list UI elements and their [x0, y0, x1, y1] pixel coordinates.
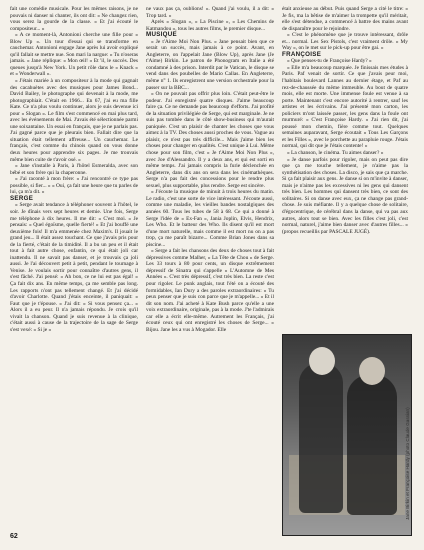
paragraph: fait une comédie musicale. Pour les mêmes raisons, je ne pouvais ni danser ni chanter, ils ont dit: « Ne changez rien, vous serez la gourde de la classe. » Et j'ai écouté le compositeur... »	[10, 6, 138, 32]
column-2	[146, 6, 274, 526]
paragraph: « J'ai raconté à mon frère: « J'ai rencontré ce type pas possible, si fier... » « Oui, ça fait une heure que tu parles de lui, ça m'a dit. »	[10, 176, 138, 196]
photo-caption: Jane Birkin et Françoise Hardy (photo Claude Gassian)	[405, 407, 410, 520]
paragraph: était anxieuse au début. Puis quand Serge a cité le titre: « Je fis, ma la bêtise de m'aimer la trompette qu'il méritait, elle s'est détendue, a commencé à battre des mains avant de disparaître pour le rejoindre.	[282, 6, 408, 32]
photo-figure-left	[299, 363, 343, 513]
paragraph: « Je danse parfois pour rigoler, mais on peut pas dire que ça me touche tellement, je n'aime pas la synthétisation des choses. La disco, je sais que ça marche. Si ça fait plaisir aux gens. Je danse si on m'invite à danser, mais je n'aime pas les excessives ni les gens qui dansent très bien. Les hommes qui dansent très bien, ce sont des solitaires. Si on danse avec eux, ça ne change pas grand-chose. Je suis méfiante. Il y a quelque chose de solitaire, d'égocentrique, de cérébral dans la danse, qui va pas aux autres, alors tout se bien. Avec les filles c'est joli, c'est normal, naturel, j'aime bien danser avec d'autres filles... » (propos recueillis par PASCALE JUGÉ).	[282, 156, 408, 235]
section-heading-francoise: FRANÇOISE	[282, 50, 322, 58]
paragraph: « Que penses-tu de Françoise Hardy? »	[287, 58, 372, 65]
section-heading-serge: SERGE	[10, 194, 34, 202]
paragraph: « C'est le phénomène que je trouve intéressant, drôle et... normal. Les Sex Pistols, c'est vraiment drôle. « My Way », on le met sur le pick-up pour être gai. »	[282, 32, 408, 52]
column-1	[10, 6, 138, 526]
paragraph: « Elle m'a beaucoup marquée. Je finissais mes études à Paris. Paf venait de sortir. Ce que j'avais peur moi, l'habitais boulevard Lannes au dernier étage, et Paf au rez-de-chaussée du même immeuble. Au bout de quatre mois, elle est morte. Une immense foule est venue à sa porte. Maintenant c'est encore autorité à rentrer, sauf les artistes et les écrivains. J'ai présenté mon carton, les policiers m'ont laissée passer, les gens dans la foule ont murmuré: « C'est Françoise Hardy. » J'ai rien dit, j'ai poussé mon chemin, fière comme tout. Quelques semaines auparavant, Serge écoutait « Tous Les Garçons et les Filles », avec le porchette au parapluie rouge. J'étais normal, qui dit que je l'étais contente! »	[282, 64, 408, 150]
paragraph: « Jane s'installe à Paris, à l'hôtel Esmeralda, avec son bébé et son frère qui la chaperonne.	[10, 163, 138, 176]
paragraph: « J'écoute la musique de minuit à trois heures du matin. Le radio, c'est une sorte de vice intéressant. J'écoute aussi, comme une maladie, les vieilles bandes nostalgiques des années 60. Tous les tubes de 58 à 68. Ce qui a donné à Serge l'idée de « Ex-Fan », Jania Joplin, Elvis, Hendrix, Les Who. Et le batteur des Who. Ils disent qu'il est mort d'une mort naturelle, mais comme il est mort nu on a pas trop, ça me paraît bizarre... Comme Brian Jones dans sa piscine...	[146, 189, 274, 248]
page-number: 62	[10, 533, 18, 540]
paragraph: « Serge a fait les chansons des deux de choses tout à fait dépressives comme Malher, « La Tête de Chou » de Serge. Les 33 tours à 80 pour cents, un disque extrêmement dépressif de Sinatra qui s'appelle « L'Automne de Mes Années ». C'est très dépressif, c'est très bien. La reste c'est pour rigoler. Le punk anglais, tout l'été on a écouté des formidables, Ian Dury a des paroles extraordinaires: « Tu peux penser que je suis con parce que je m'appelle... » Et il dit son nom. J'ai acheté à Kate Bush parce qu'elle a une voix extraordinaire, originale, pas à la mode. J'te l'admirais car elle a écrit elle-même. Autrement les Français, j'ai écouté ceux qui ont enregistré les choses de Serge... » Bijou. Jane les a vus à Mogador. Elle	[146, 248, 274, 333]
photo-figure-right	[347, 375, 397, 515]
paragraph: « A ce moment-là, Antonioni cherche une fille pour « Blow Up ». Un tour d'essai qui se transforme en cauchemar. Antonioni engage Jane après lui avoir expliqué qu'il fallait se mettre nue. Son mari la nargue: « Tu n'oseras jamais. » Jane réplique: « Mon œil! » Et 'il, le succès. Des queues jusqu'à New York. Un petit rôle dans le « Knack » et « Wonderwall ».	[10, 32, 138, 78]
paragraph: ne vaux pas ça, oublions! ». Quand j'ai voulu, il a dit: « Trop tard. »	[146, 6, 274, 19]
paragraph: Après « Slogan », « La Piscine », « Les Chemins de Katmandou », tous les autres films, le premier disque...	[146, 19, 274, 32]
section-heading-musique: MUSIQUE	[146, 31, 177, 39]
photo-head-left	[309, 347, 335, 375]
paragraph: « La chanson, le cinéma. Tu aimes danser? »	[287, 150, 384, 157]
paragraph: « Serge avait tendance à téléphoner souvent à l'hôtel, le soir. Je dînais vers sept heures et demie. Une fois, Serge me téléphone à dix heures. Il me dit: « C'est moi. » Je pensais: « Quel égoïsme, quelle fierté! » Et j'ai bouffé une deuxième fois! Il m'a emmenée chez Maxim's. Il jouait le grand jeu... Il était assez touchant. Ce que j'avais pris pour de la fierté, c'était de la timidité. Il a bu un peu et il était tout à fait autre chose, enfantin, ce qui était joli car inattendu. Il ne savait pas danser, et je trouvais ça joli aussi. Je l'ai découvert petit à petit, pendant le tournage à Venise. Je voulais sortir pour connaître d'autres gens, il s'est fâché. J'ai pensé: « Ah bon, ce ne lui est pas égal! » Ça fait dix ans. En même temps, ça me semble pas long. Les rapports n'ont pas tellement changé. Et j'ai décidé d'avoir Charlotte. Quand j'étais enceinte, il paniquait: « Faut que je t'épouse. » J'ai dit: « Si vous pensez ça... » Alors il a eu peur. Il n'a jamais répondu. Je crois qu'il vivait la chanson. Quand je suis revenue à la clinique, c'était aussi à cause de la trajectoire de la sage de Serge s'est vexé: « Si je »	[10, 202, 138, 333]
photo-birkin-hardy	[282, 334, 412, 536]
magazine-page	[10, 6, 414, 544]
photo-head-right	[359, 357, 385, 385]
paragraph: « On ne pouvait pas offrir plus loin. C'était peut-être le pudeur. J'ai enregistré quatre disques. J'aime beaucoup faire ça. Ce ne demande pas beaucoup d'efforts. J'ai profité de la situation privilégiée de Serge, qui est marginale. Je ne suis pas tombée dans le côté show-business qui m'aurait paniquée. C'est un plaisir de chanter les choses que vous aimez à la TV. Des choses aussi proches de vous. Vague au plaisir, ce n'est pas très difficile... Mais j'aime bien les choses pour changer en qualités. C'est unique à Lui. Même chose pour son film, c'est « Je t'Aime Moi Non Plus », avec Joe d'Alessandro. Il y a deux ans, et qui est sorti en même temps. J'ai jamais compris la furie déclenchée en Angleterre, dans dix ans on sera dans les cinémathèques. Serge n'a pas fait des concessions pour le rendre plus sexuel, plus supportable, plus rendre. Serge est sincère.	[146, 91, 274, 189]
paragraph: « J'étais mariée à un compositeur à la mode qui gagnait des cacahuètes avec des musiques pour James Bond... David Bailey, le photographe qui devenait à la mode, me photographiait. C'était en 1966... En 67, j'ai eu ma fille Kate. Ce n'a plus voulu continuer, alors je suis devenue ici pour « Slogan ». Le film s'est commencé en mai plus tard, avec les événements de Mai. J'avais été sélectionnée parmi une soixantaine. Un essai en français, que je ne parlais pas. J'ai gagné parce que je pleurais bien. Fallait dire que la situation était tellement affreuse... Un cauchemar. Le français, c'est comme du chinois quand on vous donne deux heures pour apprendre six pages. Je me trouvais même bien cuite de t'avoir osé. »	[10, 78, 138, 163]
paragraph: « Je t'Aime Moi Non Plus. » Jane pensait bien que ce serait un succès, mais jamais à ce point. Avant, en Angleterre, on l'appelait Jane (Blow Up), après Jane (Je t'Aime) Birkin. Le patron de Phonogram en Italie a été condamné à des prison. Interdit par le Vatican, le disque se vend dans des poubelles de Mario Callas. En Angleterre, même n° 1. Ils enregistrent une version orchestrale pour la passer sur la BBC...	[146, 38, 274, 91]
